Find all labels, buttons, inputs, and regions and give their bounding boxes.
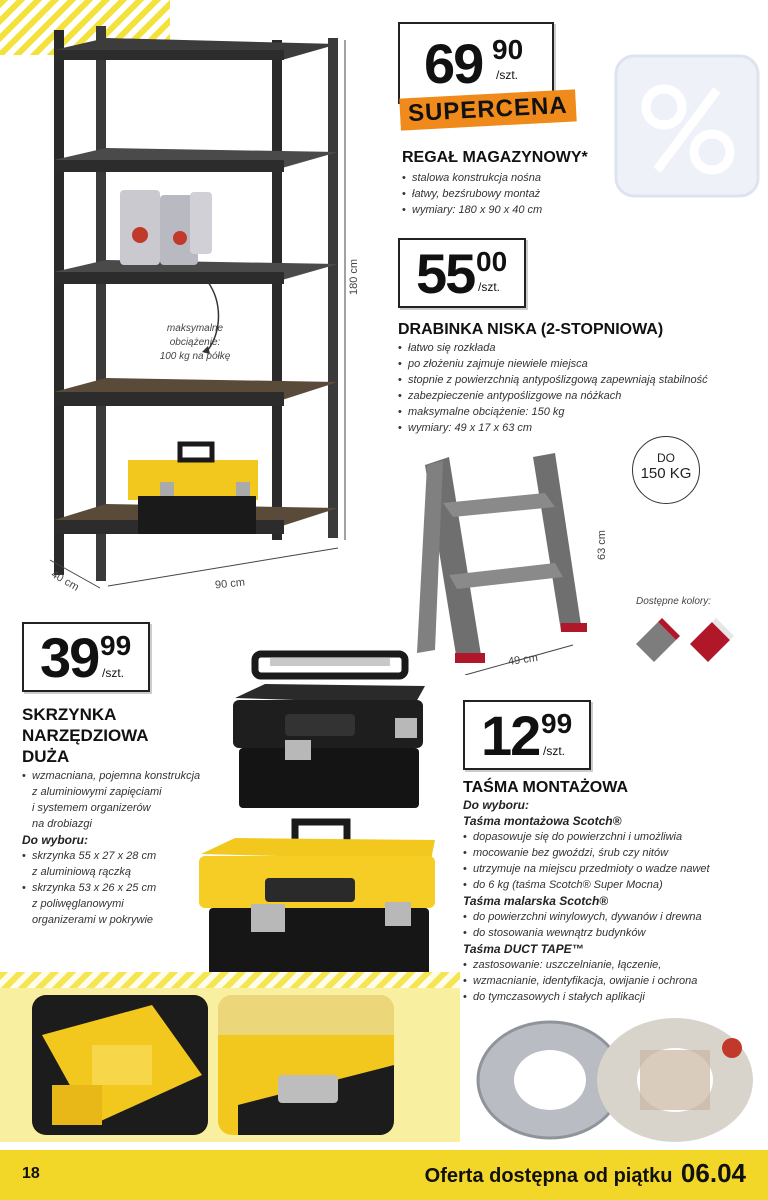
toolbox-title (22, 704, 149, 767)
percent-watermark-icon (612, 52, 762, 200)
tape-group1-list (463, 829, 763, 893)
ladder-color-gray-swatch (636, 614, 696, 674)
tape-group2-list (463, 909, 763, 941)
ladder-colors-label: Dostępne kolory: (636, 596, 712, 607)
option-item: z aluminiową rączką (32, 866, 132, 878)
tape-description (463, 797, 763, 1005)
rack-dim-depth: 40 cm (49, 568, 81, 594)
feature-item: • mocowanie bez gwoździ, śrub czy nitów (463, 845, 763, 861)
load-note-line: 100 kg na półkę (159, 351, 231, 362)
toolbox-detail-photo-1 (32, 995, 208, 1135)
tape-price-box (463, 700, 591, 770)
ladder-features (398, 340, 758, 436)
feature-item: i systemem organizerów (32, 802, 151, 814)
ladder-load-badge (632, 436, 700, 504)
title-line: SKRZYNKA (22, 705, 117, 724)
rack-price-main: 69 (424, 32, 483, 95)
ladder-title: DRABINKA NISKA (2-STOPNIOWA) (398, 321, 664, 338)
feature-item: • stalowa konstrukcja nośna (402, 170, 622, 186)
feature-item: • po złożeniu zajmuje niewiele miejsca (398, 356, 758, 372)
rack-title: REGAŁ MAGAZYNOWY* (402, 149, 588, 166)
feature-item: • dopasowuje się do powierzchni i umożliwia (463, 829, 763, 845)
rack-price-cents: 90 (492, 34, 524, 65)
option-item: organizerami w pokrywie (32, 914, 154, 926)
rack-image (40, 20, 360, 600)
black-toolbox-image (225, 648, 435, 813)
toolbox-price-box (22, 622, 150, 692)
ladder-color-red-swatch (690, 614, 750, 674)
toolbox-choice-label: Do wyboru: (22, 833, 88, 847)
tape-title: TAŚMA MONTAŻOWA (463, 779, 629, 796)
toolbox-price-unit: /szt. (102, 666, 125, 680)
tape-group3-list (463, 957, 763, 1005)
rack-dim-width: 90 cm (214, 576, 246, 592)
ladder-dim-height: 63 cm (596, 530, 608, 560)
tape-group1-label: Taśma montażowa Scotch® (463, 814, 622, 828)
toolbox-detail-photo-2 (218, 995, 394, 1135)
offer-label: Oferta dostępna od piątku (424, 1165, 673, 1187)
tape-price-cents: 99 (541, 708, 573, 739)
ladder-image (405, 445, 605, 675)
feature-item: z aluminiowymi zapięciami (32, 786, 162, 798)
offer-text (425, 1158, 746, 1189)
band-stripes (0, 972, 460, 988)
tape-group3-label: Taśma DUCT TAPE™ (463, 942, 584, 956)
title-line: NARZĘDZIOWA (22, 726, 149, 745)
rack-price-unit: /szt. (496, 68, 519, 82)
option-item: skrzynka 53 x 26 x 25 cm (32, 882, 157, 894)
feature-item: • wymiary: 180 x 90 x 40 cm (402, 202, 622, 218)
feature-item: • stopnie z powierzchnią antypoślizgową zapewniają stabilność (398, 372, 758, 388)
toolbox-price-cents: 99 (100, 630, 132, 661)
supercena-badge: SUPERCENA (399, 89, 576, 130)
yellow-toolbox-image (195, 818, 440, 983)
tape-price-main: 12 (481, 704, 540, 767)
feature-item: • do tymczasowych i stałych aplikacji (463, 989, 763, 1005)
load-note-line: maksymalne (166, 323, 224, 334)
feature-item: • wymiary: 49 x 17 x 63 cm (398, 420, 758, 436)
ladder-price-main: 55 (416, 242, 475, 305)
tape-group2-label: Taśma malarska Scotch® (463, 894, 609, 908)
feature-item: • łatwy, bezśrubowy montaż (402, 186, 622, 202)
ladder-price-cents: 00 (476, 246, 508, 277)
feature-item: • do stosowania wewnątrz budynków (463, 925, 763, 941)
load-badge-line: DO (657, 451, 675, 465)
feature-item: • do powierzchni winylowych, dywanów i drewna (463, 909, 763, 925)
rack-dim-height: 180 cm (348, 258, 360, 295)
offer-date: 06.04 (680, 1158, 746, 1188)
ladder-price-box (398, 238, 526, 308)
feature-item: na drobiazgi (32, 818, 92, 830)
feature-item: • wzmacnianie, identyfikacja, owijanie i ochrona (463, 973, 763, 989)
load-badge-line: 150 KG (640, 465, 692, 482)
option-item: skrzynka 55 x 27 x 28 cm (32, 850, 157, 862)
rack-features (402, 170, 622, 218)
bullet-marks: • • • (22, 770, 26, 894)
load-note-line: obciążenie: (169, 337, 221, 348)
feature-item: • zastosowanie: uszczelnianie, łączenie, (463, 957, 763, 973)
feature-item: • zabezpieczenie antypoślizgowe na nóżkach (398, 388, 758, 404)
feature-item: • do 6 kg (taśma Scotch® Super Mocna) (463, 877, 763, 893)
feature-item: • utrzymuje na miejscu przedmioty o wadze nawet (463, 861, 763, 877)
ladder-dim-width: 49 cm (507, 651, 539, 669)
page-number: 18 (22, 1165, 40, 1182)
tape-price-unit: /szt. (543, 744, 566, 758)
title-line: DUŻA (22, 747, 70, 766)
tape-choice-label: Do wyboru: (463, 798, 529, 812)
feature-item: wzmacniana, pojemna konstrukcja (32, 770, 201, 782)
tape-rolls-image (470, 1010, 760, 1145)
feature-item: • łatwo się rozkłada (398, 340, 758, 356)
ladder-price-unit: /szt. (478, 280, 501, 294)
toolbox-price-main: 39 (40, 626, 99, 689)
feature-item: • maksymalne obciążenie: 150 kg (398, 404, 758, 420)
option-item: z poliwęglanowymi (32, 898, 124, 910)
rack-load-note (140, 322, 250, 364)
